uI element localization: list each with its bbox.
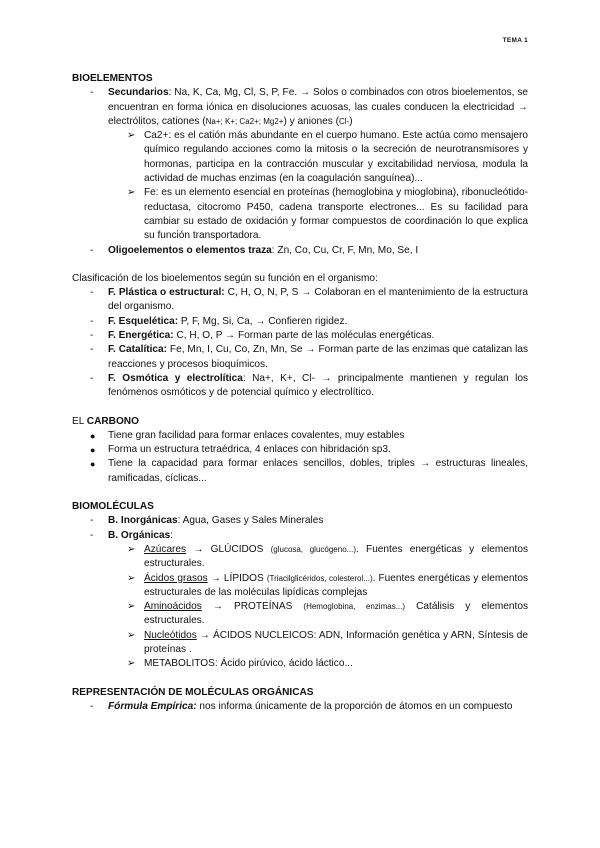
representacion-heading: REPRESENTACIÓN DE MOLÉCULAS ORGÁNICAS — [72, 686, 314, 698]
clasificacion-text: C, H, O, P → Forman parte de las moléculas energéticas. — [173, 330, 435, 342]
fe-text: Fe: es un elemento esencial en proteínas (hemoglobina y mioglobina), ribonucleótido-reductasa, citocromo P450, cadena transporte electrones... Es su facilidad para cambiar su estado de oxidación y formar compuestos de coordinación lo que explica su función transportadora. — [144, 187, 528, 242]
dash-marker: - — [90, 529, 94, 541]
clasificacion-item-plastica — [72, 286, 528, 315]
carbono-bullet — [72, 457, 528, 486]
dash-marker: - — [90, 330, 94, 342]
organicas-text: : — [170, 529, 174, 541]
clasificacion-intro: Clasificación de los bioelementos según su función en el organismo: — [72, 272, 378, 284]
spacer — [72, 401, 528, 415]
arrow-marker: ➢ — [127, 629, 136, 641]
metabolitos-subitem — [72, 657, 528, 671]
ca-text: Ca2+: es el catión más abundante en el cuerpo humano. Este actúa como mensajero químico regulando acciones como la mitosis o la secreción de neurotransmisores y hormonas, participa en la contracción muscular y excitabilidad nerviosa, modula la actividad de muchas enzimas (en la coagulación sanguínea)... — [144, 130, 528, 185]
secundarios-text: : Na, K, Ca, Mg, Cl, S, P, Fe. → Solos o combinados con otros bioelementos, se encuentran en forma iónica en disoluciones acuosas, las cuales conducen la electricidad → electrólitos, cationes ( — [108, 87, 528, 127]
acidos-mid: → LÍPIDOS — [207, 572, 267, 584]
dash-marker: - — [90, 515, 94, 527]
document-content — [72, 72, 528, 714]
bullet-marker: ● — [90, 445, 96, 456]
spacer — [72, 486, 528, 500]
secundarios-mid: ) y aniones ( — [283, 115, 339, 127]
clasificacion-text: : Na+, K+, Cl- → principalmente mantienen y regulan los fenómenos osmóticos y de potencial químico y electrolítico. — [108, 372, 529, 399]
formula-empirica-item — [72, 700, 528, 714]
cationes-list: Na+; K+; Ca2+; Mg2+ — [205, 116, 284, 126]
dash-marker: - — [90, 315, 94, 327]
azucares-examples: (glucosa, glucógeno...) — [270, 544, 356, 554]
bioelementos-heading: BIOELEMENTOS — [72, 73, 153, 84]
azucares-term: Azúcares — [144, 543, 187, 555]
arrow-marker: ➢ — [127, 658, 136, 670]
azucares-subitem — [72, 543, 528, 572]
oligoelementos-label: Oligoelementos o elementos traza — [108, 244, 272, 256]
carbono-title: CARBONO — [86, 415, 139, 427]
nucleotidos-term: Nucleótidos — [144, 629, 197, 641]
acidos-examples: (Triacilglicéridos, colesterol...) — [266, 573, 373, 583]
aminoacidos-examples: (Hemoglobina, enzimas...) — [303, 602, 406, 612]
inorganicas-label: B. Inorgánicas — [108, 515, 178, 527]
clasificacion-label: F. Plástica o estructural: — [108, 287, 225, 299]
carbono-bullet — [72, 429, 528, 443]
clasificacion-label: F. Osmótica y electrolítica — [108, 372, 243, 384]
bullet-marker: ● — [90, 430, 96, 441]
clasificacion-item-catalitica — [72, 343, 528, 372]
arrow-marker: ➢ — [127, 601, 136, 613]
organicas-label: B. Orgánicas — [108, 529, 171, 541]
aminoacidos-mid: → PROTEÍNAS — [201, 601, 304, 613]
clasificacion-item-osmotica — [72, 372, 528, 401]
spacer — [72, 672, 528, 686]
arrow-marker: ➢ — [127, 130, 136, 142]
clasificacion-item-energetica — [72, 329, 528, 343]
aminoacidos-term: Aminoácidos — [144, 601, 202, 613]
formula-empirica-text: nos informa únicamente de la proporción de átomos en un compuesto — [196, 700, 513, 712]
arrow-marker: ➢ — [127, 187, 136, 199]
clasificacion-label: F. Esquelética: — [108, 315, 179, 327]
clasificacion-text: P, F, Mg, Si, Ca, → Confieren rigidez. — [178, 315, 348, 327]
clasificacion-item-esqueletica — [72, 315, 528, 329]
inorganicas-item — [72, 514, 528, 528]
oligoelementos-item — [72, 244, 528, 258]
azucares-end: . Fuentes energéticas y elementos estructurales. — [144, 543, 529, 570]
tema-label: TEMA 1 — [502, 37, 528, 44]
carbono-heading — [72, 415, 528, 429]
clasificacion-label: F. Energética: — [108, 330, 174, 342]
arrow-marker: ➢ — [127, 543, 136, 555]
metabolitos-text: METABOLITOS: Ácido pirúvico, ácido láctico... — [144, 658, 353, 670]
azucares-mid: → GLÚCIDOS — [186, 543, 271, 555]
biomoleculas-heading: BIOMOLÉCULAS — [72, 501, 154, 513]
dash-marker: - — [90, 87, 94, 99]
carbono-bullet-text: Forma un estructura tetraédrica, 4 enlaces con hibridación sp3. — [108, 444, 391, 456]
nucleotidos-subitem — [72, 629, 528, 658]
fe-subitem — [72, 186, 528, 243]
oligoelementos-text: : Zn, Co, Cu, Cr, F, Mn, Mo, Se, I — [271, 244, 419, 256]
dash-marker: - — [90, 344, 94, 356]
carbono-bullet-text: Tiene gran facilidad para formar enlaces covalentes, muy estables — [108, 429, 405, 441]
dash-marker: - — [90, 244, 94, 256]
aniones-list: Cl- — [339, 116, 350, 126]
arrow-marker: ➢ — [127, 572, 136, 584]
secundarios-item — [72, 86, 528, 129]
dash-marker: - — [90, 372, 94, 384]
carbono-bullet — [72, 443, 528, 457]
clasificacion-label: F. Catalítica: — [108, 344, 168, 356]
acidos-subitem — [72, 572, 528, 601]
ca-subitem — [72, 129, 528, 186]
dash-marker: - — [90, 287, 94, 299]
organicas-item — [72, 529, 528, 543]
nucleotidos-end: → ÁCIDOS NUCLEICOS: ADN, Información genética y ARN, Síntesis de proteínas . — [144, 629, 528, 655]
dash-marker: - — [90, 700, 94, 712]
acidos-term: Ácidos grasos — [144, 572, 208, 584]
acidos-end: . Fuentes energéticas y elementos estructurales de las moléculas lipídicas complejas — [144, 572, 528, 598]
clasificacion-text: C, H, O, N, P, S → Colaboran en el mantenimiento de la estructura del organismo. — [108, 287, 528, 313]
formula-empirica-label: Fórmula Empírica: — [108, 700, 197, 712]
inorganicas-text: : Agua, Gases y Sales Minerales — [177, 515, 324, 527]
clasificacion-text: Fe, Mn, I, Cu, Co, Zn, Mn, Se → Forman parte de las enzimas que catalizan las reacciones y procesos bioquímicos. — [108, 344, 528, 370]
bullet-marker: ● — [90, 459, 96, 470]
secundarios-label: Secundarios — [108, 87, 169, 99]
aminoacidos-end: Catálisis y elementos estructurales. — [144, 601, 528, 627]
carbono-bullet-text: Tiene la capacidad para formar enlaces sencillos, dobles, triples → estructuras lineales, ramificadas, cíclicas... — [108, 458, 528, 484]
aminoacidos-subitem — [72, 600, 528, 629]
carbono-prefix: EL — [72, 415, 87, 427]
secundarios-end: ) — [349, 115, 353, 127]
spacer — [72, 258, 528, 272]
